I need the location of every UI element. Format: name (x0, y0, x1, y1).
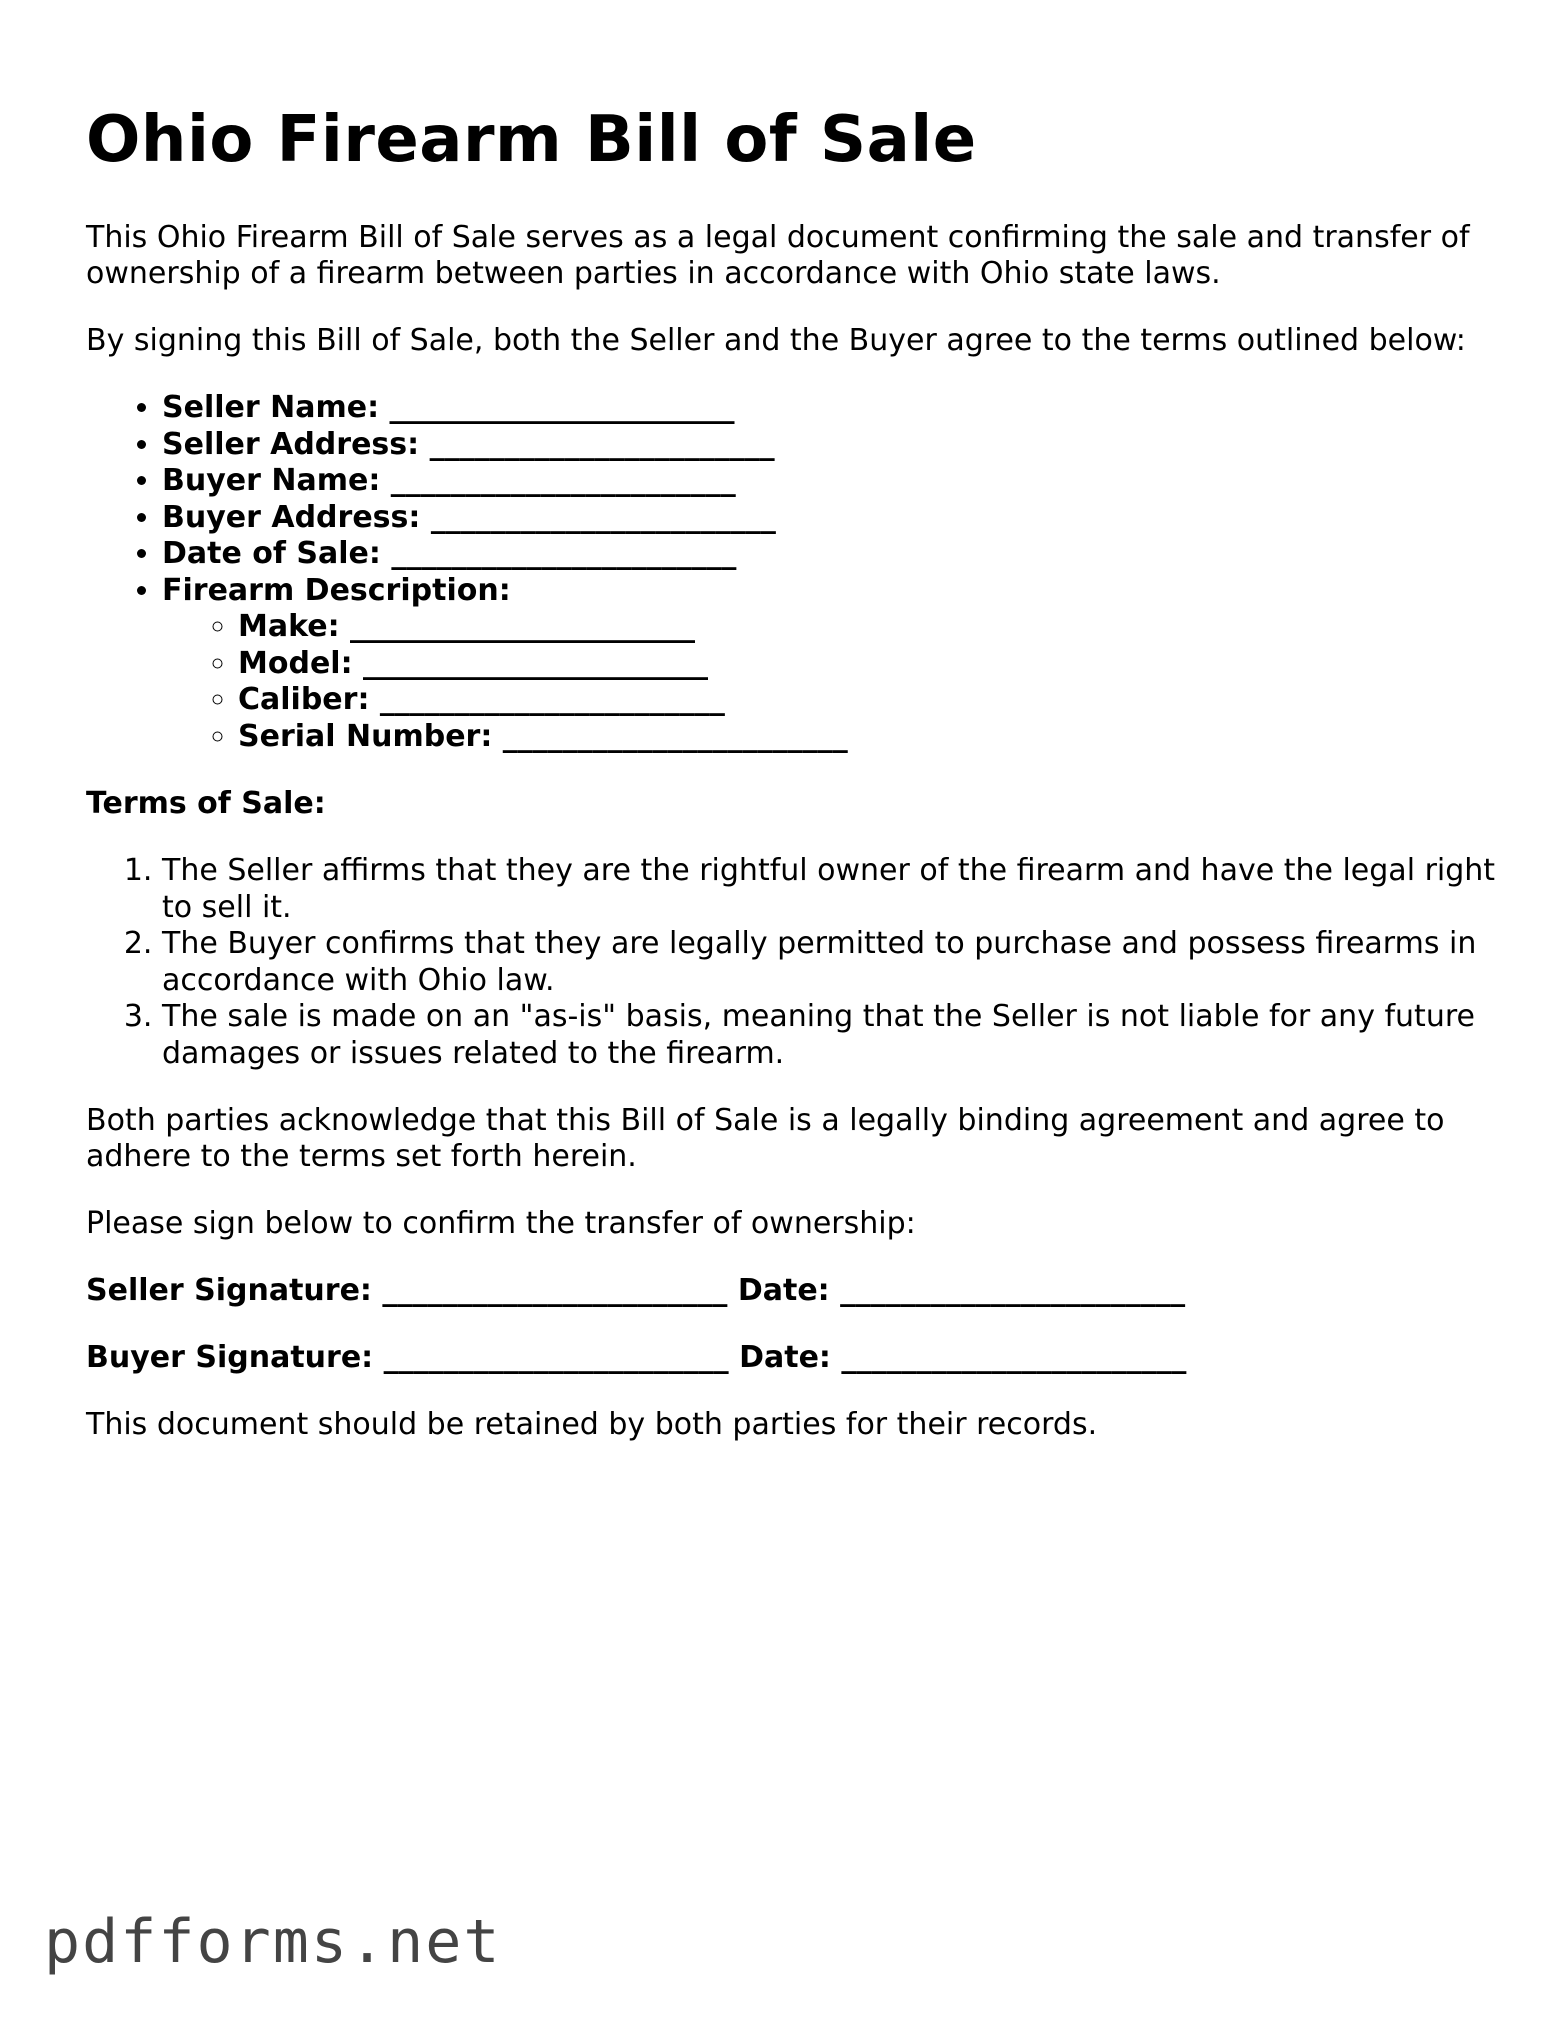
field-label: Make: (238, 609, 340, 644)
fill-in-blank[interactable]: _______________________ (429, 426, 775, 462)
field-make (238, 609, 1496, 646)
field-label: Buyer Address: (162, 499, 421, 535)
buyer-signature-label: Buyer Signature: (86, 1340, 374, 1375)
field-label: Seller Address: (162, 426, 420, 462)
fill-in-blank[interactable]: _______________________ (389, 390, 735, 425)
fill-in-blank[interactable]: _______________________ (390, 463, 736, 498)
buyer-signature-blank[interactable]: _______________________ (383, 1340, 729, 1375)
document-page (86, 100, 1496, 1474)
term-item: 1. The Seller affirms that they are the rightful owner of the firearm and have the legal right to sell it. (162, 853, 1496, 926)
sign-prompt: Please sign below to confirm the transfer of ownership: (86, 1206, 916, 1241)
term-item: 2. The Buyer confirms that they are legally permitted to purchase and possess firearms in accordance with Ohio law. (162, 926, 1496, 999)
field-seller-address (162, 427, 1496, 464)
acknowledge-paragraph: Both parties acknowledge that this Bill of Sale is a legally binding agreement and agree to adhere to the terms set forth herein. (86, 1103, 1445, 1174)
field-buyer-name (162, 463, 1496, 500)
buyer-date-label: Date: (739, 1340, 831, 1375)
field-label: Buyer Name: (162, 463, 381, 498)
seller-signature-label: Seller Signature: (86, 1273, 372, 1308)
party-fields-list (86, 390, 1496, 755)
field-date-of-sale (162, 536, 1496, 573)
seller-date-label: Date: (737, 1273, 830, 1308)
field-buyer-address (162, 500, 1496, 537)
field-seller-name (162, 390, 1496, 427)
field-firearm-description (162, 573, 1496, 756)
seller-signature-line (86, 1273, 1496, 1309)
field-label: Seller Name: (162, 390, 380, 425)
fill-in-blank[interactable]: _______________________ (363, 645, 709, 681)
buyer-signature-line (86, 1340, 1496, 1376)
terms-list (86, 853, 1496, 1072)
firearm-fields-list (162, 609, 1496, 755)
seller-signature-blank[interactable]: _______________________ (382, 1273, 728, 1308)
watermark-logo: pdfforms.net (44, 1907, 502, 1977)
fill-in-blank[interactable]: _______________________ (502, 718, 848, 754)
field-label: Serial Number: (238, 718, 493, 754)
agreement-paragraph: By signing this Bill of Sale, both the Seller and the Buyer agree to the terms outlined below: (86, 323, 1466, 358)
field-model (238, 646, 1496, 683)
field-label: Date of Sale: (162, 536, 381, 571)
field-label: Firearm Description: (162, 572, 511, 608)
field-serial-number (238, 719, 1496, 756)
intro-paragraph: This Ohio Firearm Bill of Sale serves as a legal document confirming the sale and transfer of ownership of a firearm between parties in accordance with Ohio state laws. (86, 220, 1470, 291)
term-item: 3. The sale is made on an "as-is" basis, meaning that the Seller is not liable for any future damages or issues related to the firearm. (162, 999, 1496, 1072)
document-title: Ohio Firearm Bill of Sale (86, 103, 977, 177)
retain-note: This document should be retained by both parties for their records. (86, 1407, 1098, 1442)
field-label: Model: (238, 645, 353, 681)
field-caliber (238, 682, 1496, 719)
field-label: Caliber: (238, 682, 370, 717)
buyer-date-blank[interactable]: _______________________ (841, 1340, 1187, 1375)
fill-in-blank[interactable]: _______________________ (379, 682, 725, 717)
fill-in-blank[interactable]: _______________________ (391, 536, 737, 571)
fill-in-blank[interactable]: _______________________ (350, 609, 696, 644)
fill-in-blank[interactable]: _______________________ (430, 499, 776, 535)
terms-heading: Terms of Sale: (86, 786, 326, 821)
seller-date-blank[interactable]: _______________________ (840, 1273, 1186, 1308)
